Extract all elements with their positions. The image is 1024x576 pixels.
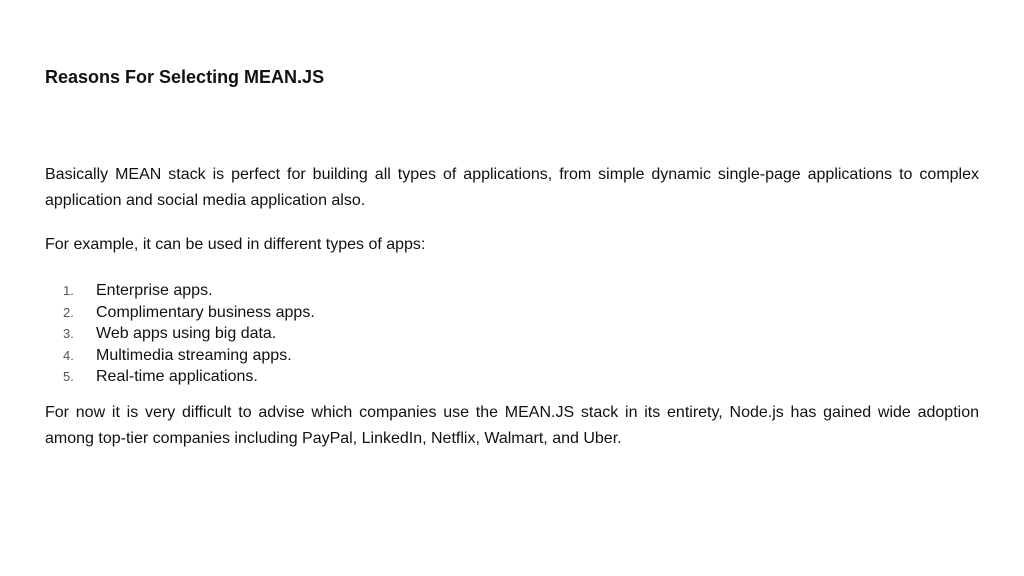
list-item [45, 323, 315, 345]
intro-paragraph: Basically MEAN stack is perfect for building all types of applications, from simple dynamic single-page applications to complex application and social media application also. [45, 166, 979, 209]
list-item-number: 1. [63, 283, 74, 298]
list-item-text: Enterprise apps. [96, 282, 213, 299]
list-item-number: 3. [63, 326, 74, 341]
list-item [45, 302, 315, 324]
slide-title: Reasons For Selecting MEAN.JS [45, 67, 325, 87]
list-item [45, 366, 315, 388]
example-paragraph: For example, it can be used in different types of apps: [45, 236, 426, 253]
list-item-text: Web apps using big data. [96, 325, 277, 342]
app-types-list [45, 280, 315, 388]
list-item-number: 4. [63, 347, 74, 363]
list-item-number: 5. [63, 369, 74, 384]
list-item-number: 2. [63, 304, 74, 320]
list-item-text: Multimedia streaming apps. [96, 346, 292, 364]
list-item [45, 345, 315, 367]
list-item-text: Complimentary business apps. [96, 303, 315, 321]
list-item [45, 280, 315, 302]
list-item-text: Real-time applications. [96, 368, 258, 385]
adoption-paragraph: For now it is very difficult to advise which companies use the MEAN.JS stack in its entirety, Node.js has gained wide adoption among top-tier companies including PayPal, LinkedIn, Netflix, Walmart, and Uber. [45, 404, 979, 447]
